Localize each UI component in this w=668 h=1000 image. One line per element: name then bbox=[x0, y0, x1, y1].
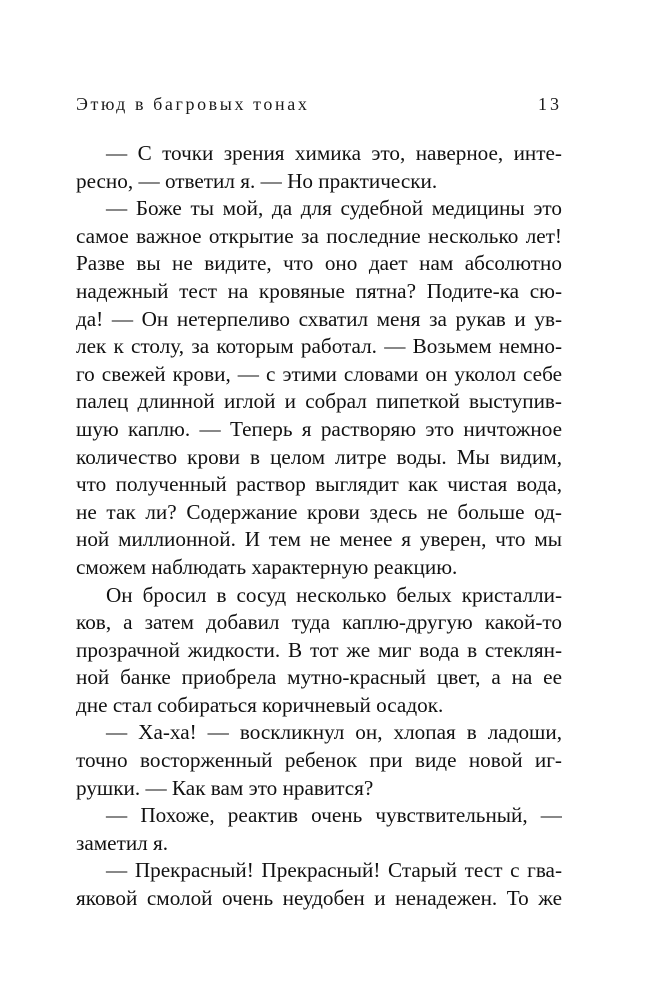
text-line: — Прекрасный! Прекрасный! Старый тест с гва- bbox=[106, 858, 562, 883]
text-line: Разве вы не видите, что оно дает нам абсолютно bbox=[76, 251, 562, 276]
text-line: лек к столу, за которым работал. — Возьмем немно- bbox=[76, 334, 562, 359]
text-line: дне стал собираться коричневый осадок. bbox=[76, 692, 444, 717]
text-line: не так ли? Содержание крови здесь не больше од- bbox=[76, 499, 562, 524]
text-line: ресно, — ответил я. — Но практически. bbox=[76, 168, 438, 193]
body-text bbox=[76, 140, 562, 913]
text-line: сможем наблюдать характерную реакцию. bbox=[76, 554, 458, 579]
text-line: палец длинной иглой и собрал пипеткой выступив- bbox=[76, 389, 562, 414]
text-line: что полученный раствор выглядит как чистая вода, bbox=[76, 472, 562, 497]
text-line: го свежей крови, — с этими словами он уколол себе bbox=[76, 361, 562, 386]
text-line: — Ха-ха! — воскликнул он, хлопая в ладоши, bbox=[106, 720, 562, 745]
text-line: точно восторженный ребенок при виде новой иг- bbox=[76, 748, 562, 773]
text-line: прозрачной жидкости. В тот же миг вода в стеклян- bbox=[76, 637, 562, 662]
text-line: рушки. — Как вам это нравится? bbox=[76, 775, 374, 800]
text-line: — С точки зрения химика это, наверное, инте- bbox=[106, 141, 562, 165]
text-line: заметил я. bbox=[76, 830, 169, 855]
running-head-title: Этюд в багровых тонах bbox=[76, 94, 310, 114]
text-line: Он бросил в сосуд несколько белых кристалли- bbox=[106, 582, 562, 607]
text-line: количество крови в целом литре воды. Мы видим, bbox=[76, 444, 562, 469]
text-line: да! — Он нетерпеливо схватил меня за рукав и ув- bbox=[76, 306, 562, 331]
text-line: — Боже ты мой, да для судебной медицины это bbox=[106, 196, 562, 221]
text-line: ной миллионной. И тем не менее я уверен, что мы bbox=[76, 527, 562, 552]
text-line: надежный тест на кровяные пятна? Подите-ка сю- bbox=[76, 278, 562, 303]
text-line: шую каплю. — Теперь я растворяю это ничтожное bbox=[76, 416, 562, 441]
text-line: самое важное открытие за последние несколько лет! bbox=[76, 223, 562, 248]
page-number: 13 bbox=[538, 94, 562, 114]
running-head bbox=[76, 94, 562, 118]
text-line: яковой смолой очень неудобен и ненадежен. То же bbox=[76, 886, 562, 911]
text-line: ков, а затем добавил туда каплю-другую какой-то bbox=[76, 610, 562, 635]
text-line: ной банке приобрела мутно-красный цвет, а на ее bbox=[76, 665, 562, 690]
text-line: — Похоже, реактив очень чувствительный, — bbox=[106, 803, 562, 828]
